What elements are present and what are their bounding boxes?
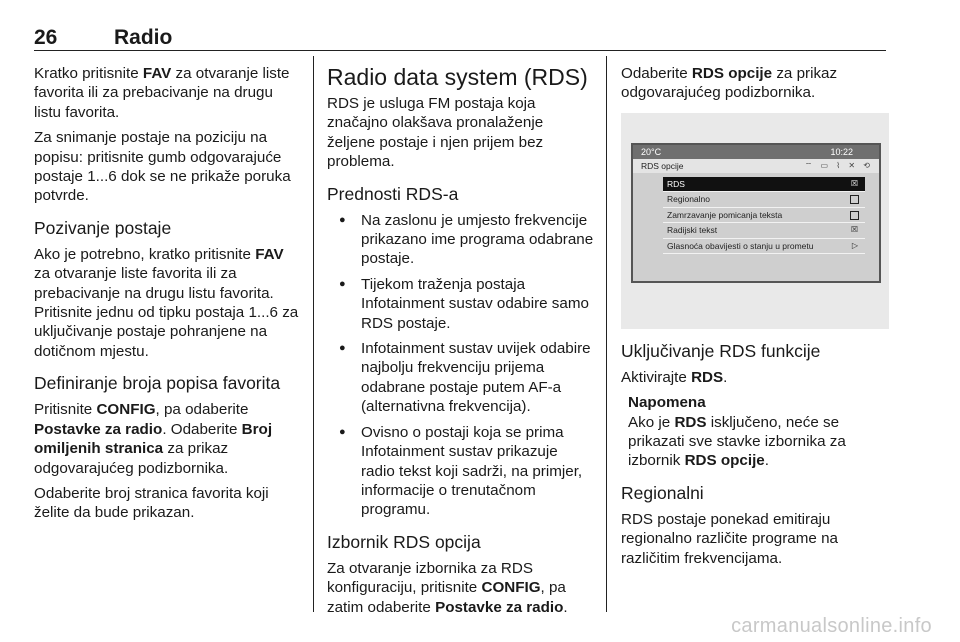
checkbox-checked-icon: ☒ — [850, 178, 858, 188]
list-item: ● Infotainment sustav uvijek odabire najbolju frekvenciju prijema odabrane postaje putem AF-a (alternativna frekvencija). — [327, 339, 595, 417]
paragraph: Kratko pritisnite FAV za otvaranje liste favorita ili za prebacivanje na drugu listu favorita. — [34, 65, 290, 121]
list-item: ● Tijekom traženja postaja Infotainment sustav odabire samo RDS postaje. — [327, 275, 595, 333]
checkbox-icon — [850, 195, 859, 204]
paragraph: RDS postaje ponekad emitiraju regionalno različite programe na različitim frekvencijama. — [621, 510, 838, 567]
display-screen — [631, 143, 881, 283]
menu-list — [663, 177, 865, 255]
menu-item-traffic-volume[interactable]: Glasnoća obavijesti o stanju u prometu ▷ — [663, 239, 865, 255]
section-heading: Uključivanje RDS funkcije — [621, 340, 821, 361]
screenshot-figure — [621, 113, 889, 329]
menu-item-regional[interactable]: Regionalno — [663, 192, 865, 208]
chevron-right-icon: ▷ — [851, 240, 858, 250]
section-heading: Definiranje broja popisa favorita — [34, 373, 281, 394]
watermark: carmanualsonline.info — [731, 615, 932, 637]
page-number: 26 — [34, 26, 58, 49]
column-divider — [606, 56, 607, 612]
paragraph: Pritisnite CONFIG, pa odaberite Postavke za radio. Odaberite Broj omiljenih stranica za prikaz odgovarajućeg podizbornika. — [34, 401, 273, 477]
page-header — [34, 26, 886, 51]
menu-item-freeze-scroll[interactable]: Zamrzavanje pomicanja teksta — [663, 208, 865, 224]
column-divider — [313, 56, 314, 612]
menu-item-radio-text[interactable]: Radijski tekst ☒ — [663, 223, 865, 239]
chapter-title: Radio — [114, 26, 173, 49]
status-icons: ⌔ ▭ ⌇ ✕ ⟲ — [804, 160, 873, 170]
checkbox-icon — [850, 211, 859, 220]
paragraph: Odaberite broj stranica favorita koji želite da bude prikazan. — [34, 484, 269, 522]
paragraph: Odaberite RDS opcije za prikaz odgovarajućeg podizbornika. — [621, 65, 838, 102]
status-bar — [633, 145, 879, 159]
section-heading: Izbornik RDS opcija — [327, 531, 481, 552]
list-item: ● Ovisno o postaji koja se prima Infotainment sustav prikazuje radio tekst koji sadrži, na primjer, informacije o trenutačnom programu. — [327, 423, 595, 520]
column-middle — [327, 64, 595, 623]
paragraph: Ako je potrebno, kratko pritisnite FAV za otvaranje liste favorita ili za prebacivanje na drugu listu favorita. Pritisnite jednu od tipku postaja 1...6 za uključivanje postaje pohranjene na dotičnom mjestu. — [34, 245, 299, 360]
section-heading: Pozivanje postaje — [34, 217, 172, 238]
paragraph: Za otvaranje izbornika za RDS konfiguraciju, pritisnite CONFIG, pa zatim odaberite Postavke za radio. — [327, 559, 568, 616]
menu-item-rds[interactable]: RDS ☒ — [663, 177, 865, 193]
section-title: Radio data system (RDS) — [327, 64, 588, 90]
column-left — [34, 64, 302, 529]
clock: 10:22 — [830, 146, 853, 157]
paragraph: Za snimanje postaje na poziciju na popisu: pritisnite gumb odgovarajuće postaje 1...6 dok se ne prikaže poruka potvrde. — [34, 129, 291, 205]
menu-title: RDS opcije — [641, 160, 684, 171]
checkbox-checked-icon: ☒ — [850, 225, 858, 235]
temperature: 20°C — [641, 146, 662, 157]
paragraph: Aktivirajte RDS. — [621, 368, 728, 386]
note-title: Napomena — [628, 394, 706, 412]
bullet-list — [327, 211, 595, 520]
section-heading: Regionalni — [621, 482, 704, 503]
list-item: ● Na zaslonu je umjesto frekvencije prikazano ime programa odabrane postaje. — [327, 211, 595, 269]
note-box: Napomena Ako je RDS isključeno, neće se prikazati sve stavke izbornika za izbornik RDS opcije. — [621, 393, 893, 471]
column-right — [621, 64, 893, 574]
section-heading: Prednosti RDS-a — [327, 183, 459, 204]
menu-header — [633, 159, 879, 173]
paragraph: RDS je usluga FM postaja koja značajno olakšava pronalaženje željene postaje i njen prijem bez problema. — [327, 95, 544, 171]
